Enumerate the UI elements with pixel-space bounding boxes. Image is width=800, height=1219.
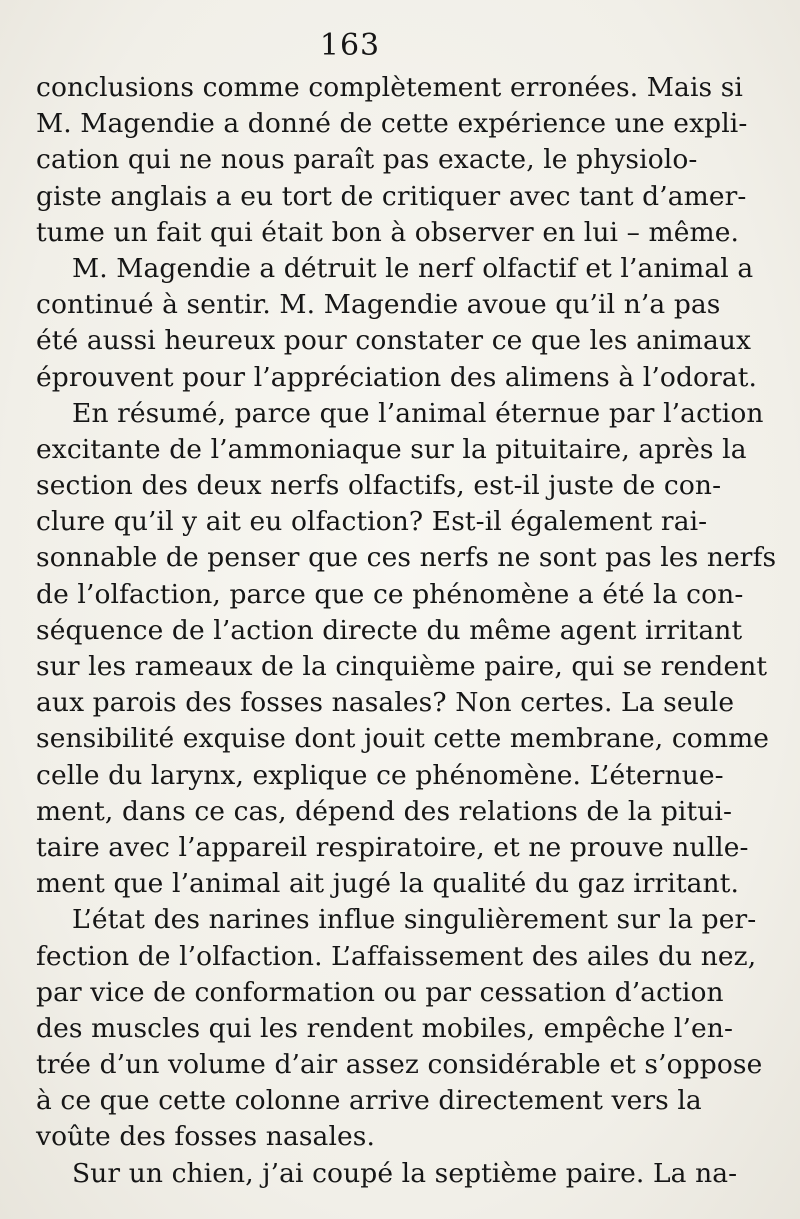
text-line: celle du larynx, explique ce phénomène. L’éternue- (36, 759, 724, 791)
text-line: continué à sentir. M. Magendie avoue qu’il n’a pas (36, 289, 721, 321)
text-line: giste anglais a eu tort de critiquer avec tant d’amer- (36, 180, 747, 212)
text-line: section des deux nerfs olfactifs, est-il juste de con- (36, 470, 722, 502)
text-line: été aussi heureux pour constater ce que les animaux (36, 325, 752, 357)
text-line: par vice de conformation ou par cessation d’action (36, 976, 724, 1008)
page-number: 163 (319, 28, 381, 63)
text-line: ment, dans ce cas, dépend des relations de la pitui- (36, 795, 733, 827)
text-line: sur les rameaux de la cinquième paire, qui se rendent (36, 651, 768, 682)
text-line: L’état des narines influe singulièrement sur la per- (72, 904, 757, 936)
text-line: excitante de l’ammoniaque sur la pituitaire, après la (36, 433, 747, 465)
text-line: M. Magendie a détruit le nerf olfactif et l’animal a (72, 252, 754, 284)
text-line: clure qu’il y ait eu olfaction? Est-il également rai- (36, 506, 708, 538)
text-line: En résumé, parce que l’animal éternue par l’action (72, 397, 764, 429)
text-line: trée d’un volume d’air assez considérable et s’oppose (36, 1049, 763, 1081)
text-line: taire avec l’appareil respiratoire, et ne prouve nulle- (36, 831, 749, 863)
text-line: éprouvent pour l’appréciation des alimens à l’odorat. (36, 361, 758, 393)
text-line: tume un fait qui était bon à observer en lui – même. (36, 216, 740, 248)
text-line: sensibilité exquise dont jouit cette membrane, comme (36, 723, 770, 755)
text-line: conclusions comme complètement erronées. Mais si (36, 72, 744, 103)
text-line: M. Magendie a donné de cette expérience une expli- (36, 108, 748, 140)
text-line: ment que l’animal ait jugé la qualité du gaz irritant. (36, 868, 739, 900)
text-line: fection de l’olfaction. L’affaissement des ailes du nez, (36, 940, 757, 972)
text-line: à ce que cette colonne arrive directement vers la (36, 1085, 702, 1117)
text-line: cation qui ne nous paraît pas exacte, le physiolo- (36, 144, 698, 176)
text-line: séquence de l’action directe du même agent irritant (36, 614, 743, 646)
text-line: aux parois des fosses nasales? Non certes. La seule (36, 687, 735, 719)
text-line: des muscles qui les rendent mobiles, empêche l’en- (36, 1012, 734, 1044)
text-line: voûte des fosses nasales. (36, 1121, 376, 1153)
text-line: sonnable de penser que ces nerfs ne sont pas les nerfs (36, 542, 777, 574)
text-line: Sur un chien, j’ai coupé la septième paire. La na- (72, 1157, 738, 1189)
body-text (36, 70, 777, 1192)
text-line: de l’olfaction, parce que ce phénomène a été la con- (36, 578, 744, 610)
